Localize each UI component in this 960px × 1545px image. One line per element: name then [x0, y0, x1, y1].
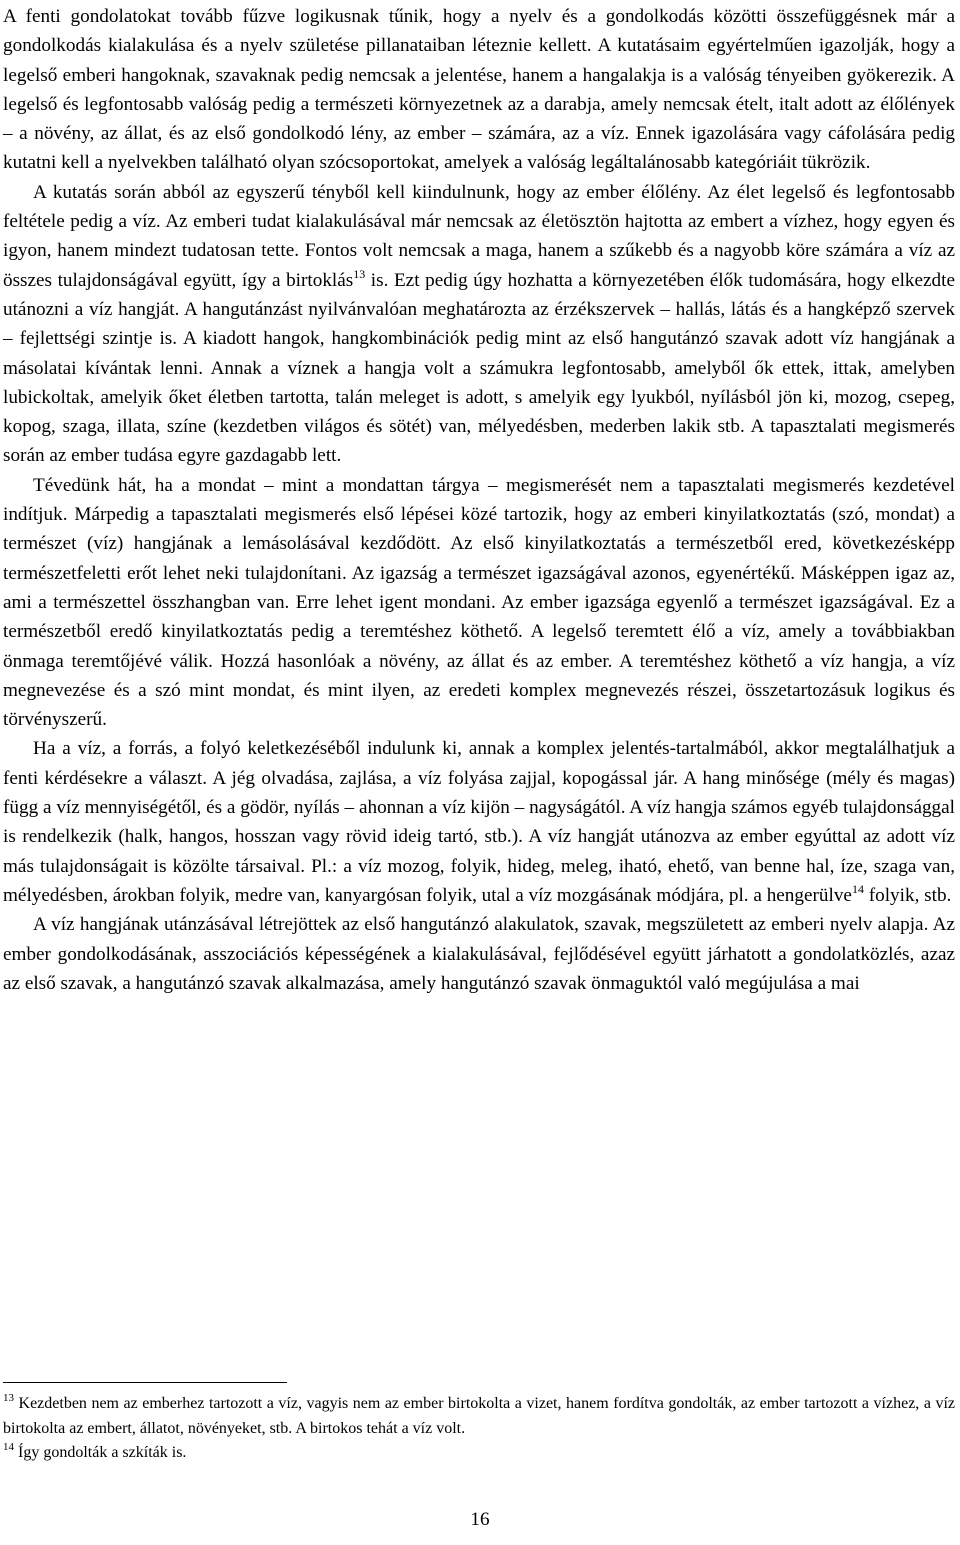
footnote-reference[interactable]: 14 — [851, 881, 864, 896]
footnote-reference[interactable]: 13 — [353, 266, 366, 281]
paragraph-text: A kutatás során abból az egyszerű tényből kell kiindulnunk, hogy az ember élőlény. Az élet legelső és legfontosabb feltétele pedig a víz. Az emberi tudat kialakulásával már nemcsak az életösztön hajtotta az embert a vízhez, hogy egyen és igyon, hanem mindezt tudatosan tette. Fontos volt nemcsak a maga, hanem a szűkebb és a nagyobb köre számára a víz az összes tulajdonságával együtt, így a birtoklás — [3, 181, 955, 291]
footnote-13 — [3, 1392, 955, 1441]
paragraph-text: A víz hangjának utánzásával létrejöttek az első hangutánzó alakulatok, szavak, megszületett az emberi nyelv alapja. Az ember gondolkodásának, asszociációs képességének a kialakulásával, fejlődésével együtt járhatott a gondolatközlés, azaz az első szavak, a hangutánzó szavak alkalmazása, amely hangutánzó szavak önmaguktól való megújulása a mai — [3, 914, 955, 994]
footnote-text: Így gondolták a szkíták is. — [14, 1444, 187, 1461]
paragraph-text: Tévedünk hát, ha a mondat – mint a mondattan tárgya – megismerését nem a tapasztalati megismerés kezdetével indítjuk. Márpedig a tapasztalati megismerés első lépései közé tartozik, hogy az emberi kinyilatkoztatás (szó, mondat) a természet (víz) hangjának a lemásolásával kezdődött. Az első kinyilatkoztatás a természetből ered, következésképp természetfeletti erőt lehet neki tulajdonítani. Az igazság a természet igazságával azonos, egyenértékű. Másképpen igaz az, ami a természettel összhangban van. Erre lehet igent mondani. Az ember igazsága egyenlő a természet igazságával. Ez a természetből eredő kinyilatkoztatás pedig a teremtéshez köthető. A legelső teremtett élő a víz, amely a továbbiakban önmaga teremtőjévé válik. Hozzá hasonlóak a növény, az állat és az ember. A teremtéshez köthető a víz hangja, a víz megnevezése és a szó mint mondat, és mint ilyen, az eredeti komplex megnevezés részei, összetartozásuk logikus és törvényszerű. — [3, 474, 955, 731]
footnote-text: Kezdetben nem az emberhez tartozott a víz, vagyis nem az ember birtokolta a vizet, hanem fordítva gondolták, az ember tartozott a vízhez, a víz birtokolta az embert, állatot, növényeket, stb. A birtokos tehát a víz volt. — [3, 1395, 955, 1437]
page-body — [3, 2, 955, 998]
paragraph-text: folyik, stb. — [863, 884, 952, 906]
footnote-14 — [3, 1441, 955, 1466]
paragraph-text: is. Ezt pedig úgy hozhatta a környezetében élők tudomására, hogy elkezdte utánozni a víz hangját. A hangutánzást nyilvánvalóan meghatározta az érzékszervek – hallás, látás és a hangképző szervek – fejlettségi szintje is. A kiadott hangok, hangkombinációk pedig mint az első hangutánzó szavak adott víz hangjának a másolatai kívántak lenni. Annak a víznek a hangja volt a számukra legfontosabb, amelyből ők ettek, ittak, amelyben lubickoltak, amelyik őket életben tartotta, talán meleget is adott, s amelyik egy lyukból, nyílásból jön ki, mozog, csepeg, kopog, szaga, illata, színe (kezdetben világos és sötét) van, mélyedésben, mederben lakik stb. A tapasztalati megismerés során az ember tudása egyre gazdagabb lett. — [3, 269, 955, 467]
footnote-number: 13 — [3, 1392, 14, 1404]
paragraph-text: Ha a víz, a forrás, a folyó keletkezéséből indulunk ki, annak a komplex jelentés-tartalmából, akkor megtalálhatjuk a fenti kérdésekre a választ. A jég olvadása, zajlása, a víz folyása zajjal, kopogással jár. A hang minősége (mély és magas) függ a víz mennyiségétől, és a gödör, nyílás – ahonnan a víz kijön – nagyságától. A víz hangja számos egyéb tulajdonsággal is rendelkezik (halk, hangos, hosszan vagy rövid ideig tartó, stb.). A víz hangját utánozva az ember egyúttal az adott víz más tulajdonságait is közölte társaival. Pl.: a víz mozog, folyik, hideg, meleg, iható, ehető, van benne hal, íze, szaga van, mélyedésben, árokban folyik, medre van, kanyargósan folyik, utal a víz mozgásának módjára, pl. a hengerülve — [3, 738, 955, 906]
paragraph-text: A fenti gondolatokat tovább fűzve logikusnak tűnik, hogy a nyelv és a gondolkodás közötti összefüggésnek már a gondolkodás kialakulása és a nyelv születése pillanataiban léteznie kellett. A kutatásaim egyértelműen igazolják, hogy a legelső emberi hangoknak, szavaknak pedig nemcsak a jelentése, hanem a hangalakja is a valóság tényeiben gyökerezik. A legelső és legfontosabb valóság pedig a természeti környezetnek az a darabja, amely nemcsak ételt, italt adott az élőlények – a növény, az állat, és az első gondolkodó lény, az ember – számára, az a víz. Ennek igazolására vagy cáfolására pedig kutatni kell a nyelvekben található olyan szócsoportokat, amelyek a valóság legáltalánosabb kategóriáit tükrözik. — [3, 6, 955, 174]
paragraph-2 — [3, 178, 955, 471]
footnote-separator — [3, 1382, 287, 1383]
page-number: 16 — [470, 1509, 490, 1530]
paragraph-1 — [3, 2, 955, 178]
paragraph-5 — [3, 910, 955, 998]
paragraph-4 — [3, 734, 955, 910]
paragraph-3 — [3, 471, 955, 735]
footnote-number: 14 — [3, 1441, 14, 1453]
footnotes — [3, 1392, 955, 1466]
